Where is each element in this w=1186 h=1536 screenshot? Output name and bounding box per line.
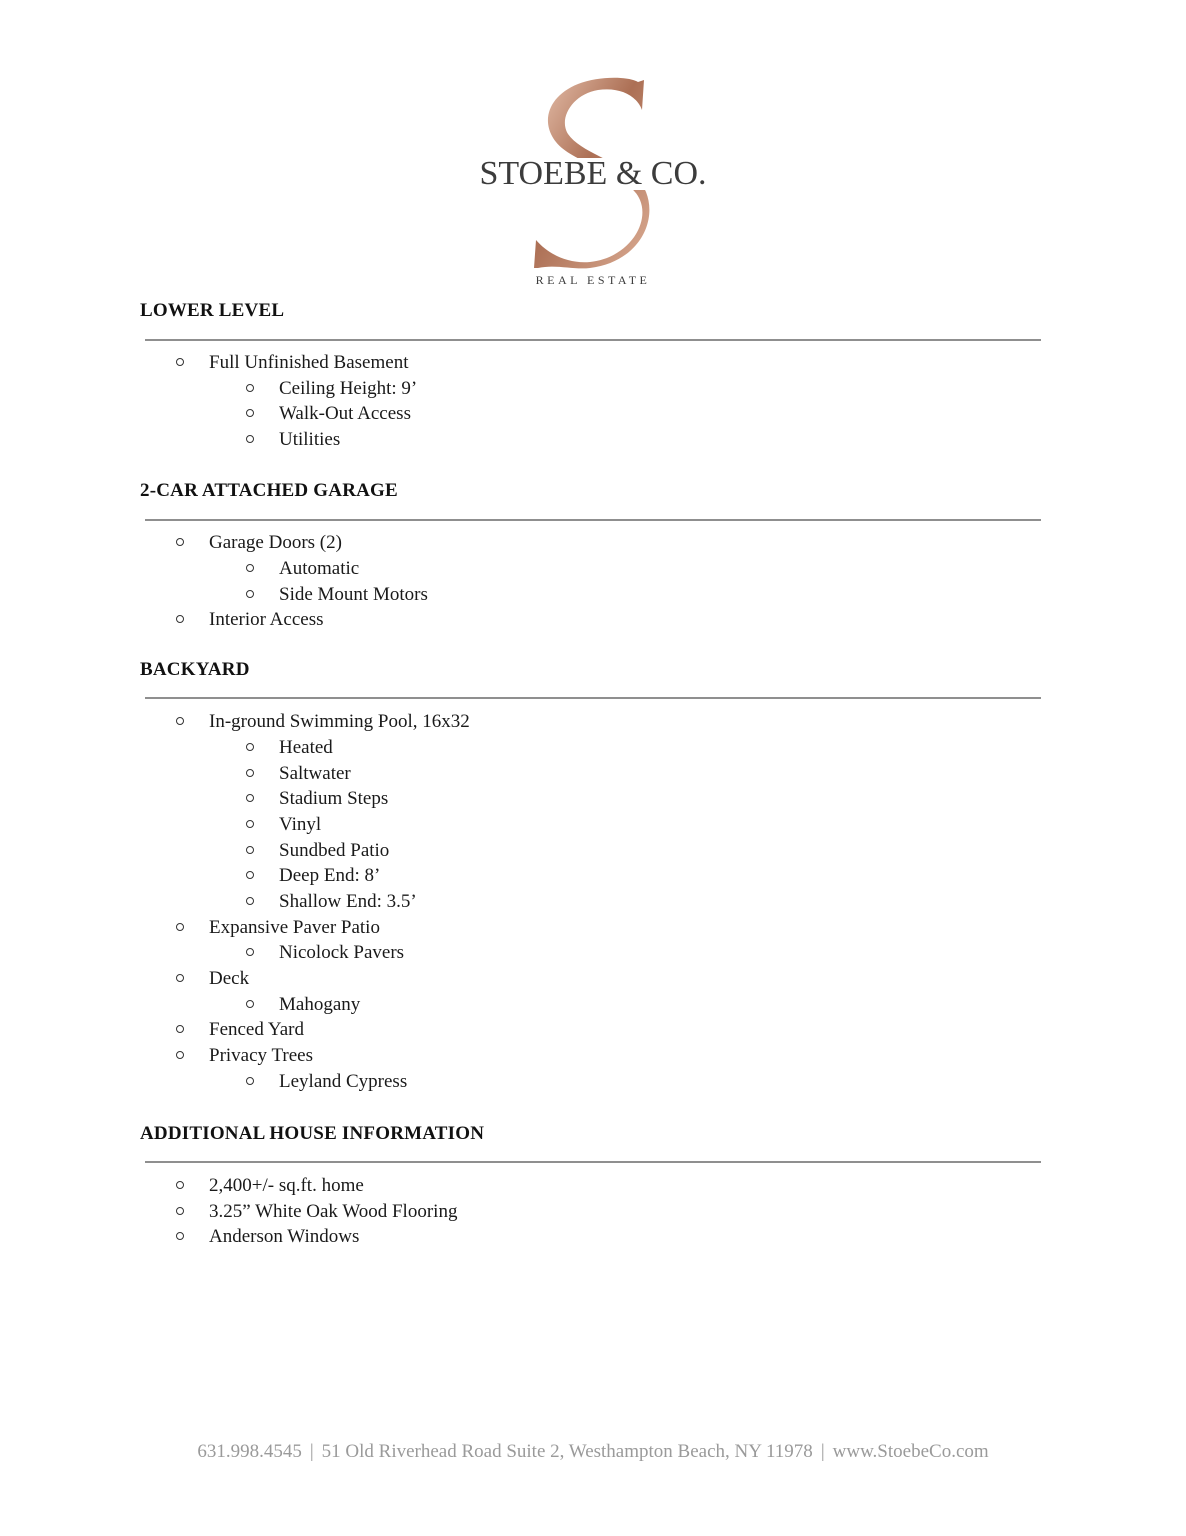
list-item: Privacy Trees: [209, 1046, 313, 1065]
list-subitem: Utilities: [279, 430, 340, 449]
list-subitem: Side Mount Motors: [279, 585, 428, 604]
bullet-icon: [176, 538, 184, 546]
bullet-icon: [176, 923, 184, 931]
bullet-icon: [176, 358, 184, 366]
section-divider: [145, 697, 1041, 699]
section-divider: [145, 1161, 1041, 1163]
logo-brand-text: STOEBE & CO.: [479, 155, 707, 192]
footer-separator: |: [820, 1441, 825, 1462]
bullet-icon: [246, 846, 254, 854]
list-subitem: Deep End: 8’: [279, 866, 380, 885]
list-item: Full Unfinished Basement: [209, 353, 408, 372]
logo-tagline: REAL ESTATE: [535, 273, 651, 287]
bullet-icon: [176, 1025, 184, 1033]
bullet-icon: [246, 897, 254, 905]
section-heading: ADDITIONAL HOUSE INFORMATION: [140, 1123, 485, 1144]
list-subitem: Vinyl: [279, 815, 321, 834]
bullet-icon: [246, 384, 254, 392]
bullet-icon: [176, 717, 184, 725]
bullet-icon: [246, 409, 254, 417]
bullet-icon: [176, 974, 184, 982]
list-item: Expansive Paver Patio: [209, 918, 380, 937]
list-subitem: Saltwater: [279, 764, 351, 783]
page-footer: [0, 1441, 1186, 1463]
bullet-icon: [246, 820, 254, 828]
bullet-icon: [176, 1051, 184, 1059]
list-subitem: Shallow End: 3.5’: [279, 892, 417, 911]
footer-address: 51 Old Riverhead Road Suite 2, Westhampton Beach, NY 11978: [321, 1441, 813, 1462]
list-subitem: Mahogany: [279, 995, 360, 1014]
list-item: In-ground Swimming Pool, 16x32: [209, 712, 470, 731]
list-item: Interior Access: [209, 610, 323, 629]
bullet-icon: [176, 1207, 184, 1215]
list-item: 3.25” White Oak Wood Flooring: [209, 1202, 457, 1221]
list-subitem: Nicolock Pavers: [279, 943, 404, 962]
bullet-icon: [246, 564, 254, 572]
section-heading: 2-CAR ATTACHED GARAGE: [140, 480, 398, 501]
list-item: 2,400+/- sq.ft. home: [209, 1176, 364, 1195]
list-item: Deck: [209, 969, 249, 988]
bullet-icon: [176, 615, 184, 623]
list-item: Fenced Yard: [209, 1020, 304, 1039]
footer-separator: |: [309, 1441, 314, 1462]
bullet-icon: [246, 1000, 254, 1008]
list-subitem: Ceiling Height: 9’: [279, 379, 417, 398]
bullet-icon: [246, 435, 254, 443]
bullet-icon: [176, 1181, 184, 1189]
bullet-icon: [246, 871, 254, 879]
bullet-icon: [176, 1232, 184, 1240]
footer-website-link[interactable]: www.StoebeCo.com: [832, 1441, 989, 1462]
list-subitem: Leyland Cypress: [279, 1072, 407, 1091]
bullet-icon: [246, 948, 254, 956]
section-heading: LOWER LEVEL: [140, 300, 285, 321]
section-divider: [145, 519, 1041, 521]
list-item: Garage Doors (2): [209, 533, 342, 552]
bullet-icon: [246, 769, 254, 777]
list-subitem: Automatic: [279, 559, 359, 578]
bullet-icon: [246, 743, 254, 751]
company-logo: [478, 72, 708, 292]
list-subitem: Sundbed Patio: [279, 841, 389, 860]
list-subitem: Heated: [279, 738, 333, 757]
section-divider: [145, 339, 1041, 341]
list-subitem: Stadium Steps: [279, 789, 388, 808]
footer-phone: 631.998.4545: [197, 1441, 302, 1462]
bullet-icon: [246, 590, 254, 598]
list-item: Anderson Windows: [209, 1227, 359, 1246]
bullet-icon: [246, 1077, 254, 1085]
section-heading: BACKYARD: [140, 659, 250, 680]
list-subitem: Walk-Out Access: [279, 404, 411, 423]
bullet-icon: [246, 794, 254, 802]
